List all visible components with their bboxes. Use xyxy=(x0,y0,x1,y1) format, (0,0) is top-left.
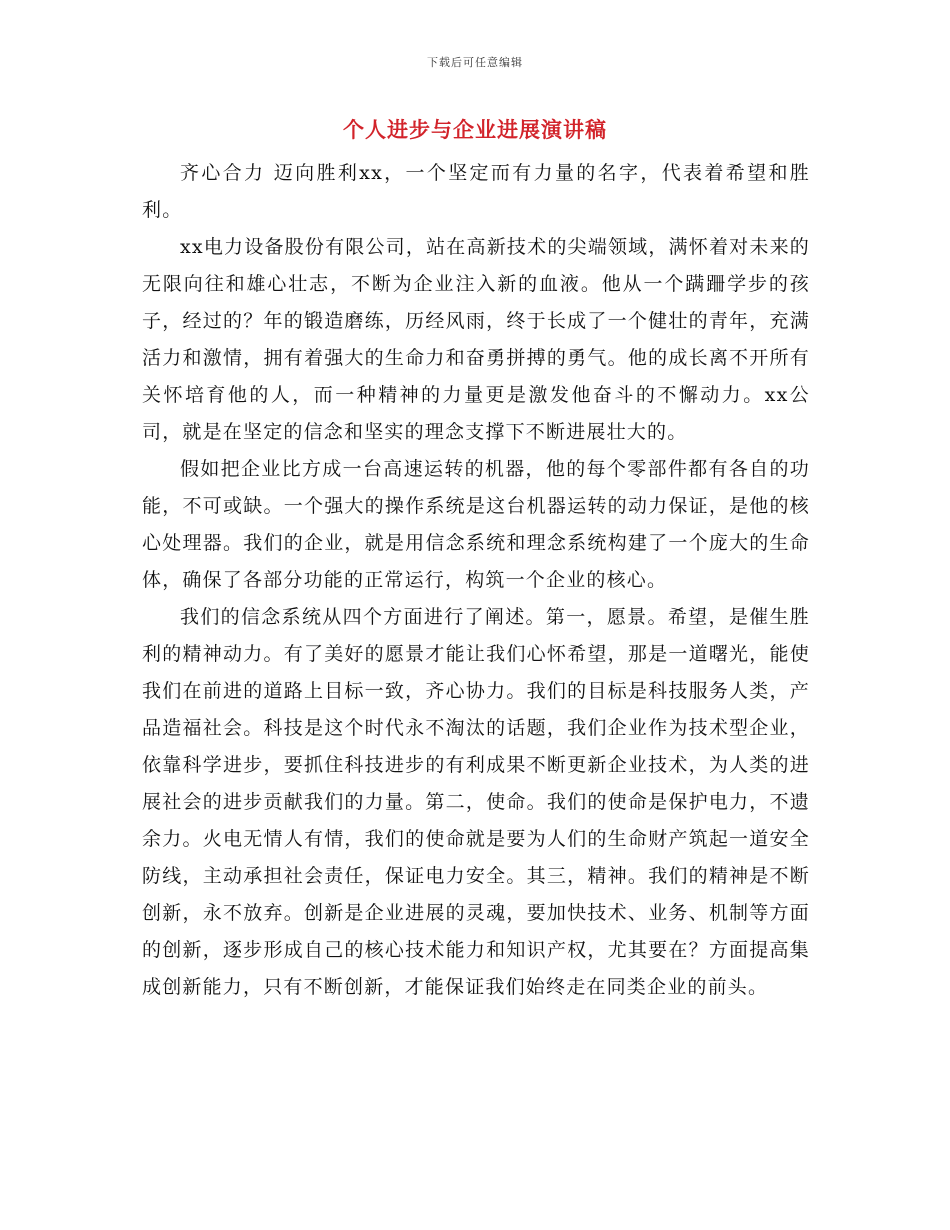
paragraph-2: xx电力设备股份有限公司，站在高新技术的尖端领域，满怀着对未来的无限向往和雄心壮志，不断为企业注入新的血液。他从一个蹒跚学步的孩子，经过的？年的锻造磨练，历经风雨，终于长成了一个健壮的青年，充满活力和激情，拥有着强大的生命力和奋勇拼搏的勇气。他的成长离不开所有关怀培育他的人，而一种精神的力量更是激发他奋斗的不懈动力。xx公司，就是在坚定的信念和坚实的理念支撑下不断进展壮大的。 xyxy=(142,236,810,443)
document-title: 个人进步与企业进展演讲稿 xyxy=(343,117,607,142)
paragraph-3: 假如把企业比方成一台高速运转的机器，他的每个零部件都有各自的功能，不可或缺。一个强大的操作系统是这台机器运转的动力保证，是他的核心处理器。我们的企业，就是用信念系统和理念系统构建了一个庞大的生命体，确保了各部分功能的正常运行，构筑一个企业的核心。 xyxy=(142,458,810,591)
document-body xyxy=(142,155,810,1006)
paragraph-4: 我们的信念系统从四个方面进行了阐述。第一，愿景。希望，是催生胜利的精神动力。有了美好的愿景才能让我们心怀希望，那是一道曙光，能使我们在前进的道路上目标一致，齐心协力。我们的目标是科技服务人类，产品造福社会。科技是这个时代永不淘汰的话题，我们企业作为技术型企业，依靠科学进步，要抓住科技进步的有利成果不断更新企业技术，为人类的进展社会的进步贡献我们的力量。第二，使命。我们的使命是保护电力，不遗余力。火电无情人有情，我们的使命就是要为人们的生命财产筑起一道安全防线，主动承担社会责任，保证电力安全。其三，精神。我们的精神是不断创新，永不放弃。创新是企业进展的灵魂，要加快技术、业务、机制等方面的创新，逐步形成自己的核心技术能力和知识产权，尤其要在？方面提高集成创新能力，只有不断创新，才能保证我们始终走在同类企业的前头。 xyxy=(142,606,810,998)
page-header-note: 下载后可任意编辑 xyxy=(427,56,523,69)
paragraph-1: 齐心合力 迈向胜利xx，一个坚定而有力量的名字，代表着希望和胜利。 xyxy=(142,162,810,221)
